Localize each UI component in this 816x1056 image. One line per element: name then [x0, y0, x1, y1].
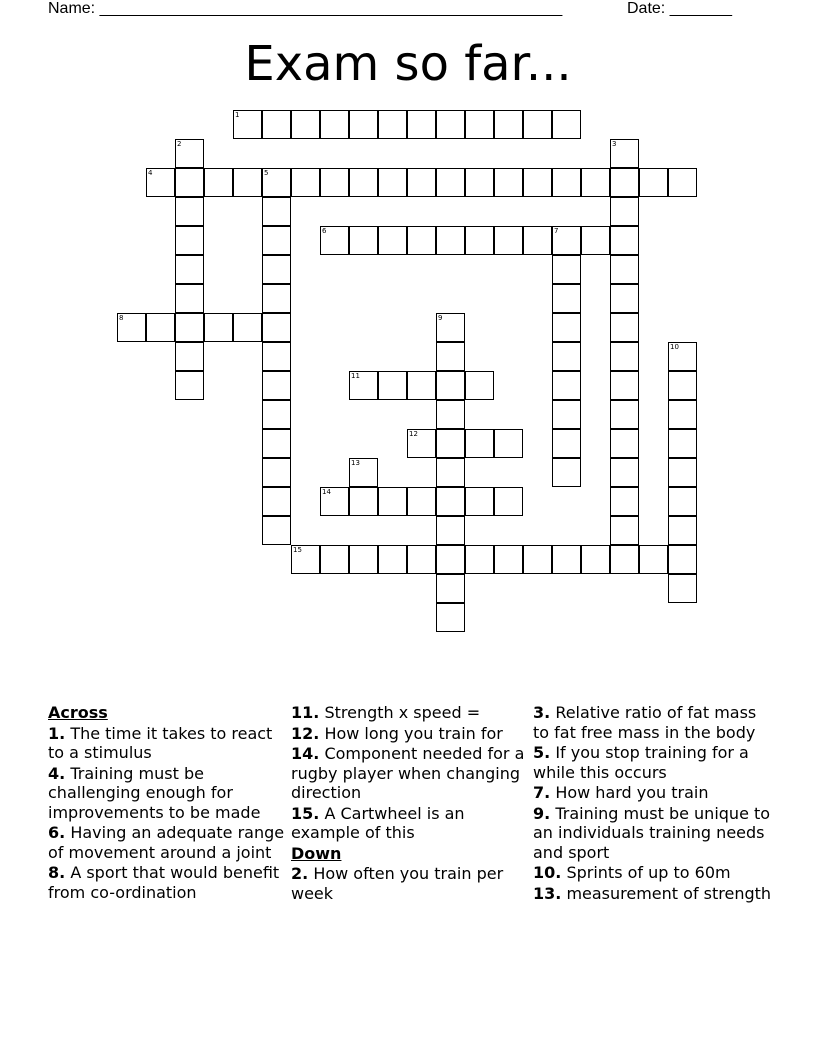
grid-cell[interactable]: [175, 226, 204, 255]
clue-text: Training must be challenging enough for improvements to be made: [48, 763, 261, 822]
grid-cell[interactable]: [262, 516, 291, 545]
grid-cell[interactable]: [407, 110, 436, 139]
clue-number: 9.: [533, 803, 551, 823]
grid-cell[interactable]: [320, 545, 349, 574]
grid-cell[interactable]: [639, 545, 668, 574]
clue-down-2: [291, 864, 531, 903]
grid-cell[interactable]: [668, 429, 697, 458]
grid-cell[interactable]: [436, 487, 465, 516]
cell-number: 7: [554, 227, 559, 235]
grid-cell[interactable]: [581, 226, 610, 255]
grid-cell[interactable]: [233, 168, 262, 197]
grid-cell[interactable]: [465, 371, 494, 400]
grid-cell[interactable]: [610, 168, 639, 197]
clue-across-1: [48, 724, 288, 763]
grid-cell[interactable]: [523, 110, 552, 139]
grid-cell[interactable]: [552, 545, 581, 574]
grid-cell[interactable]: [378, 168, 407, 197]
clue-text: How often you train per week: [291, 864, 504, 903]
clue-text: Sprints of up to 60m: [566, 863, 731, 882]
grid-cell[interactable]: [262, 226, 291, 255]
grid-cell[interactable]: [349, 545, 378, 574]
clue-text: How hard you train: [555, 783, 709, 802]
grid-cell[interactable]: [349, 168, 378, 197]
clues-column-1: [48, 703, 288, 903]
grid-cell[interactable]: [668, 574, 697, 603]
grid-cell[interactable]: [262, 197, 291, 226]
grid-cell[interactable]: [204, 168, 233, 197]
clue-number: 11.: [291, 703, 320, 722]
grid-cell[interactable]: [436, 168, 465, 197]
grid-cell[interactable]: [378, 110, 407, 139]
clue-text: A Cartwheel is an example of this: [291, 803, 465, 842]
grid-cell[interactable]: [552, 313, 581, 342]
clue-number: 4.: [48, 763, 66, 783]
clue-text: Relative ratio of fat mass to fat free mass in the body: [533, 703, 757, 742]
cell-number: 9: [438, 314, 443, 322]
clue-text: Component needed for a rugby player when changing direction: [291, 744, 525, 802]
grid-cell[interactable]: [378, 487, 407, 516]
grid-cell[interactable]: [552, 342, 581, 371]
cell-number: 5: [264, 169, 269, 177]
grid-cell[interactable]: [465, 226, 494, 255]
cell-number: 12: [409, 430, 418, 438]
grid-cell[interactable]: [552, 458, 581, 487]
grid-cell[interactable]: [175, 284, 204, 313]
clue-across-11: [291, 703, 531, 723]
grid-cell[interactable]: [668, 487, 697, 516]
grid-cell[interactable]: [436, 110, 465, 139]
grid-cell[interactable]: [349, 110, 378, 139]
clue-number: 12.: [291, 723, 320, 743]
grid-cell[interactable]: [494, 545, 523, 574]
grid-cell[interactable]: [291, 168, 320, 197]
grid-cell[interactable]: [465, 487, 494, 516]
grid-cell[interactable]: [610, 284, 639, 313]
grid-cell[interactable]: [349, 487, 378, 516]
grid-cell[interactable]: [378, 371, 407, 400]
clue-text: A sport that would benefit from co-ordination: [48, 863, 280, 902]
grid-cell[interactable]: [175, 371, 204, 400]
clue-down-7: [533, 783, 773, 803]
grid-cell[interactable]: [349, 226, 378, 255]
cell-number: 3: [612, 140, 617, 148]
page-title: Exam so far...: [244, 36, 572, 92]
clue-text: If you stop training for a while this occurs: [533, 743, 749, 782]
grid-cell[interactable]: [175, 197, 204, 226]
grid-cell[interactable]: [436, 574, 465, 603]
cell-number: 1: [235, 111, 240, 119]
clue-number: 6.: [48, 823, 66, 842]
clue-down-10: [533, 863, 773, 883]
clue-text: How long you train for: [324, 723, 503, 743]
grid-cell[interactable]: [465, 545, 494, 574]
cell-number: 11: [351, 372, 360, 380]
clue-number: 15.: [291, 803, 320, 823]
down-heading: Down: [291, 843, 342, 863]
grid-cell[interactable]: [494, 429, 523, 458]
grid-cell[interactable]: [262, 255, 291, 284]
clue-across-6: [48, 823, 288, 862]
grid-cell[interactable]: [610, 255, 639, 284]
grid-cell[interactable]: [552, 168, 581, 197]
grid-cell[interactable]: [436, 603, 465, 632]
name-field-label: Name: ____________________________________________________: [48, 0, 563, 17]
grid-cell[interactable]: [465, 429, 494, 458]
across-heading: Across: [48, 703, 108, 722]
clue-number: 3.: [533, 703, 551, 722]
cell-number: 14: [322, 488, 331, 496]
grid-cell[interactable]: [610, 487, 639, 516]
grid-cell[interactable]: [175, 168, 204, 197]
grid-cell[interactable]: [610, 545, 639, 574]
grid-cell[interactable]: [494, 226, 523, 255]
grid-cell[interactable]: [610, 371, 639, 400]
grid-cell[interactable]: [610, 429, 639, 458]
clues-column-3: [533, 703, 773, 904]
cell-number: 10: [670, 343, 679, 351]
grid-cell[interactable]: [233, 313, 262, 342]
grid-cell[interactable]: [436, 400, 465, 429]
clue-text: Strength x speed =: [324, 703, 481, 722]
grid-cell[interactable]: [494, 487, 523, 516]
grid-cell[interactable]: [610, 458, 639, 487]
clue-number: 10.: [533, 863, 562, 882]
grid-cell[interactable]: [320, 168, 349, 197]
grid-cell[interactable]: [407, 487, 436, 516]
cell-number: 4: [148, 169, 153, 177]
grid-cell[interactable]: [552, 255, 581, 284]
grid-cell[interactable]: [581, 545, 610, 574]
grid-cell[interactable]: [436, 371, 465, 400]
clue-text: Training must be unique to an individuals training needs and sport: [533, 803, 771, 862]
clue-number: 7.: [533, 783, 551, 802]
date-field-label: Date: _______: [627, 0, 732, 17]
grid-cell[interactable]: [175, 255, 204, 284]
grid-cell[interactable]: [436, 458, 465, 487]
grid-cell[interactable]: [523, 545, 552, 574]
grid-cell[interactable]: [610, 197, 639, 226]
clue-text: measurement of strength: [566, 883, 772, 903]
grid-cell[interactable]: [407, 226, 436, 255]
clue-down-5: [533, 743, 773, 782]
grid-cell[interactable]: [523, 168, 552, 197]
grid-cell[interactable]: [407, 371, 436, 400]
grid-cell[interactable]: [436, 516, 465, 545]
grid-cell[interactable]: [494, 110, 523, 139]
grid-cell[interactable]: [610, 516, 639, 545]
clue-down-13: [533, 884, 773, 904]
cell-number: 2: [177, 140, 182, 148]
grid-cell[interactable]: [175, 313, 204, 342]
clue-number: 13.: [533, 883, 562, 903]
cell-number: 13: [351, 459, 360, 467]
grid-cell[interactable]: [436, 429, 465, 458]
grid-cell[interactable]: [262, 342, 291, 371]
grid-cell[interactable]: [465, 110, 494, 139]
clue-text: Having an adequate range of movement around a joint: [48, 823, 285, 862]
grid-cell[interactable]: [610, 313, 639, 342]
grid-cell[interactable]: [668, 458, 697, 487]
grid-cell[interactable]: [436, 545, 465, 574]
grid-cell[interactable]: [146, 313, 175, 342]
grid-cell[interactable]: [668, 516, 697, 545]
clue-across-15: [291, 804, 531, 843]
grid-cell[interactable]: [407, 545, 436, 574]
grid-cell[interactable]: [436, 342, 465, 371]
grid-cell[interactable]: [320, 110, 349, 139]
clue-across-12: [291, 724, 531, 744]
grid-cell[interactable]: [407, 168, 436, 197]
grid-cell[interactable]: [262, 371, 291, 400]
grid-cell[interactable]: [175, 342, 204, 371]
grid-cell[interactable]: [610, 226, 639, 255]
grid-cell[interactable]: [262, 400, 291, 429]
clue-number: 14.: [291, 744, 320, 763]
grid-cell[interactable]: [262, 284, 291, 313]
grid-cell[interactable]: [291, 110, 320, 139]
clue-down-3: [533, 703, 773, 742]
grid-cell[interactable]: [639, 168, 668, 197]
clue-across-8: [48, 863, 288, 902]
grid-cell[interactable]: [668, 545, 697, 574]
grid-cell[interactable]: [262, 487, 291, 516]
cell-number: 15: [293, 546, 302, 554]
clues-column-2: [291, 703, 531, 904]
grid-cell[interactable]: [204, 313, 233, 342]
grid-cell[interactable]: [552, 110, 581, 139]
grid-cell[interactable]: [668, 168, 697, 197]
clue-number: 5.: [533, 743, 551, 762]
cell-number: 6: [322, 227, 327, 235]
grid-cell[interactable]: [610, 400, 639, 429]
grid-cell[interactable]: [262, 110, 291, 139]
grid-cell[interactable]: [378, 545, 407, 574]
grid-cell[interactable]: [262, 458, 291, 487]
grid-cell[interactable]: [668, 400, 697, 429]
clue-across-14: [291, 744, 531, 803]
grid-cell[interactable]: [581, 168, 610, 197]
grid-cell[interactable]: [494, 168, 523, 197]
grid-cell[interactable]: [552, 371, 581, 400]
clue-text: The time it takes to react to a stimulus: [48, 723, 273, 762]
cell-number: 8: [119, 314, 124, 322]
grid-cell[interactable]: [465, 168, 494, 197]
grid-cell[interactable]: [552, 429, 581, 458]
clue-down-9: [533, 804, 773, 863]
grid-cell[interactable]: [378, 226, 407, 255]
grid-cell[interactable]: [436, 226, 465, 255]
grid-cell[interactable]: [668, 371, 697, 400]
clue-number: 8.: [48, 863, 66, 882]
clue-number: 1.: [48, 723, 66, 743]
clue-across-4: [48, 764, 288, 823]
grid-cell[interactable]: [610, 342, 639, 371]
clue-number: 2.: [291, 864, 309, 883]
grid-cell[interactable]: [552, 400, 581, 429]
grid-cell[interactable]: [262, 313, 291, 342]
grid-cell[interactable]: [552, 284, 581, 313]
grid-cell[interactable]: [262, 429, 291, 458]
grid-cell[interactable]: [523, 226, 552, 255]
